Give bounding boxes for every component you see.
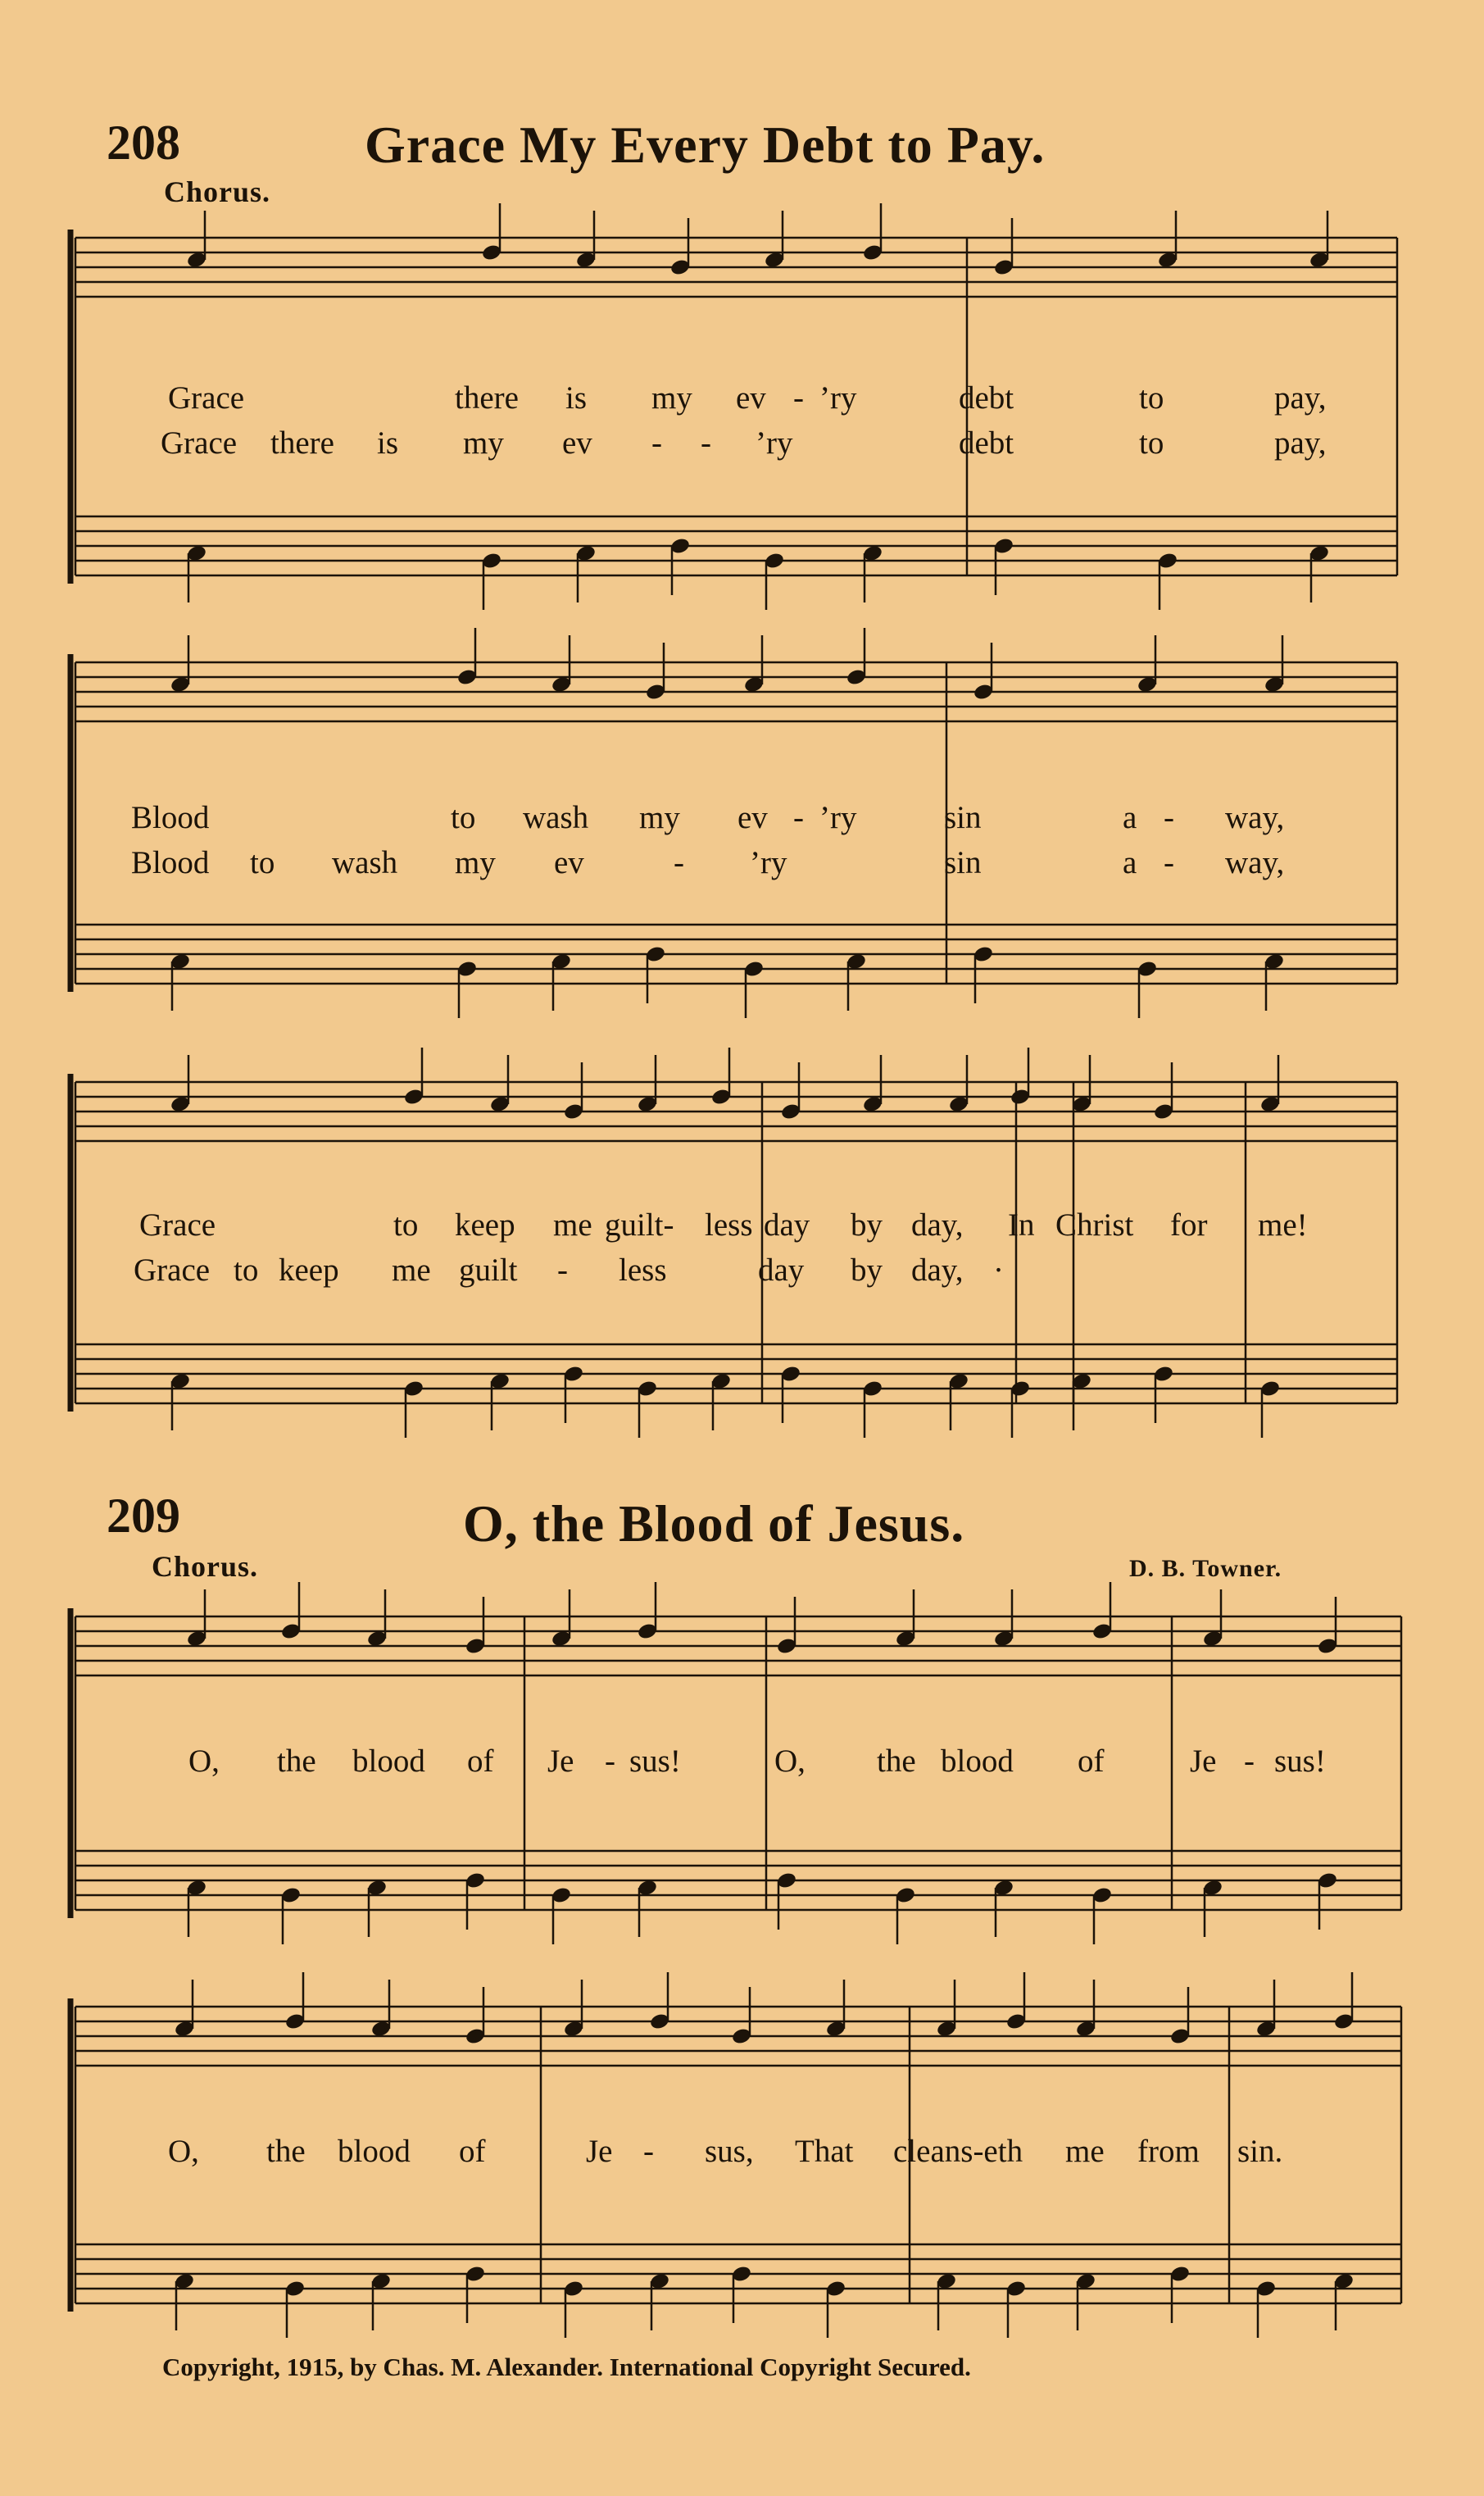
lyric-word: ev (736, 380, 766, 416)
copyright-notice: Copyright, 1915, by Chas. M. Alexander. International Copyright Secured. (162, 2353, 971, 2381)
lyric-word: pay, (1274, 380, 1327, 416)
lyric-word: me (1065, 2134, 1105, 2169)
lyric-word: - (793, 800, 804, 835)
lyric-word: - (793, 380, 804, 416)
lyric-word: for (1170, 1207, 1208, 1243)
lyric-word: Christ (1055, 1207, 1134, 1243)
lyric-word: Grace (161, 425, 238, 461)
lyric-word: sin (944, 800, 982, 835)
lyric-word: less (705, 1207, 753, 1243)
lyric-word: - (1164, 800, 1174, 835)
lyric-word: to (250, 845, 275, 880)
lyric-word: Grace (139, 1207, 216, 1243)
lyric-word: Je (1190, 1744, 1217, 1779)
lyric-word: my (463, 425, 504, 461)
hymn-209-title: O, the Blood of Jesus. (463, 1494, 965, 1553)
lyric-word: to (451, 800, 476, 835)
lyric-word: - (651, 425, 662, 461)
lyric-word: sus! (1274, 1744, 1326, 1779)
hymn-208-number: 208 (107, 116, 180, 170)
lyric-word: guilt- (605, 1207, 674, 1243)
lyric-word: by (851, 1207, 883, 1243)
lyric-word: a (1123, 845, 1137, 880)
lyric-word: me! (1258, 1207, 1308, 1243)
lyric-word: to (393, 1207, 419, 1243)
lyric-word: guilt (459, 1253, 518, 1288)
lyric-word: the (266, 2134, 306, 2169)
lyric-word: from (1137, 2134, 1200, 2169)
lyric-word: sus! (629, 1744, 681, 1779)
lyric-word: · (993, 1253, 1004, 1288)
hymn-208-chorus-label: Chorus. (164, 175, 271, 208)
lyric-word: - (1164, 845, 1174, 880)
lyric-word: way, (1225, 845, 1285, 880)
lyric-word: the (877, 1744, 916, 1779)
lyric-word: to (234, 1253, 259, 1288)
lyric-word: debt (959, 425, 1014, 461)
lyric-word: of (1078, 1744, 1105, 1779)
lyric-word: In (1008, 1207, 1035, 1243)
lyric-word: is (377, 425, 399, 461)
lyric-word: ev (737, 800, 768, 835)
lyric-word: - (701, 425, 711, 461)
lyric-word: cleans-eth (893, 2134, 1023, 2169)
lyric-word: - (605, 1744, 615, 1779)
lyric-word: my (455, 845, 496, 880)
lyric-word: blood (338, 2134, 411, 2169)
lyric-word: my (639, 800, 680, 835)
lyric-word: Je (547, 1744, 574, 1779)
lyric-word: Blood (131, 800, 210, 835)
lyric-word: Grace (168, 380, 245, 416)
lyric-word: of (459, 2134, 486, 2169)
hymn-209-chorus-label: Chorus. (152, 1550, 259, 1583)
lyric-word: the (277, 1744, 316, 1779)
lyric-word: way, (1225, 800, 1285, 835)
hymn-208-title: Grace My Every Debt to Pay. (365, 116, 1046, 174)
lyric-word: Je (586, 2134, 613, 2169)
lyric-word: keep (279, 1253, 339, 1288)
lyric-word: day (764, 1207, 810, 1243)
lyric-word: by (851, 1253, 883, 1288)
lyric-word: sin. (1237, 2134, 1283, 2169)
lyric-word: ’ry (819, 800, 857, 835)
lyric-word: O, (188, 1744, 220, 1779)
lyric-word: ’ry (750, 845, 787, 880)
lyric-word: less (619, 1253, 667, 1288)
lyric-word: day (758, 1253, 805, 1288)
lyric-word: Blood (131, 845, 210, 880)
lyric-word: ev (554, 845, 584, 880)
lyric-word: day, (911, 1207, 964, 1243)
lyric-word: - (674, 845, 684, 880)
lyric-word: there (270, 425, 334, 461)
lyric-word: wash (332, 845, 398, 880)
lyric-word: O, (774, 1744, 806, 1779)
lyric-word: wash (523, 800, 589, 835)
lyric-word: pay, (1274, 425, 1327, 461)
lyric-word: blood (352, 1744, 425, 1779)
lyric-word: O, (168, 2134, 199, 2169)
lyric-word: keep (455, 1207, 515, 1243)
lyric-word: That (795, 2134, 854, 2169)
lyric-word: debt (959, 380, 1014, 416)
lyric-word: is (565, 380, 588, 416)
lyric-word: ev (562, 425, 592, 461)
lyric-word: sus, (705, 2134, 754, 2169)
lyric-word: sin (944, 845, 982, 880)
lyric-word: to (1139, 425, 1164, 461)
lyric-word: - (643, 2134, 654, 2169)
lyric-word: me (392, 1253, 431, 1288)
lyric-word: Grace (134, 1253, 211, 1288)
lyric-word: me (553, 1207, 592, 1243)
lyric-word: - (557, 1253, 568, 1288)
hymn-209-composer: D. B. Towner. (1129, 1555, 1282, 1582)
lyric-word: ’ry (819, 380, 857, 416)
lyric-word: my (651, 380, 692, 416)
lyric-word: - (1244, 1744, 1255, 1779)
lyric-word: to (1139, 380, 1164, 416)
lyric-word: a (1123, 800, 1137, 835)
lyric-word: day, (911, 1253, 964, 1288)
lyric-word: blood (941, 1744, 1014, 1779)
lyric-word: of (467, 1744, 494, 1779)
hymn-209-number: 209 (107, 1489, 180, 1543)
lyric-word: ’ry (756, 425, 793, 461)
lyric-word: there (455, 380, 519, 416)
